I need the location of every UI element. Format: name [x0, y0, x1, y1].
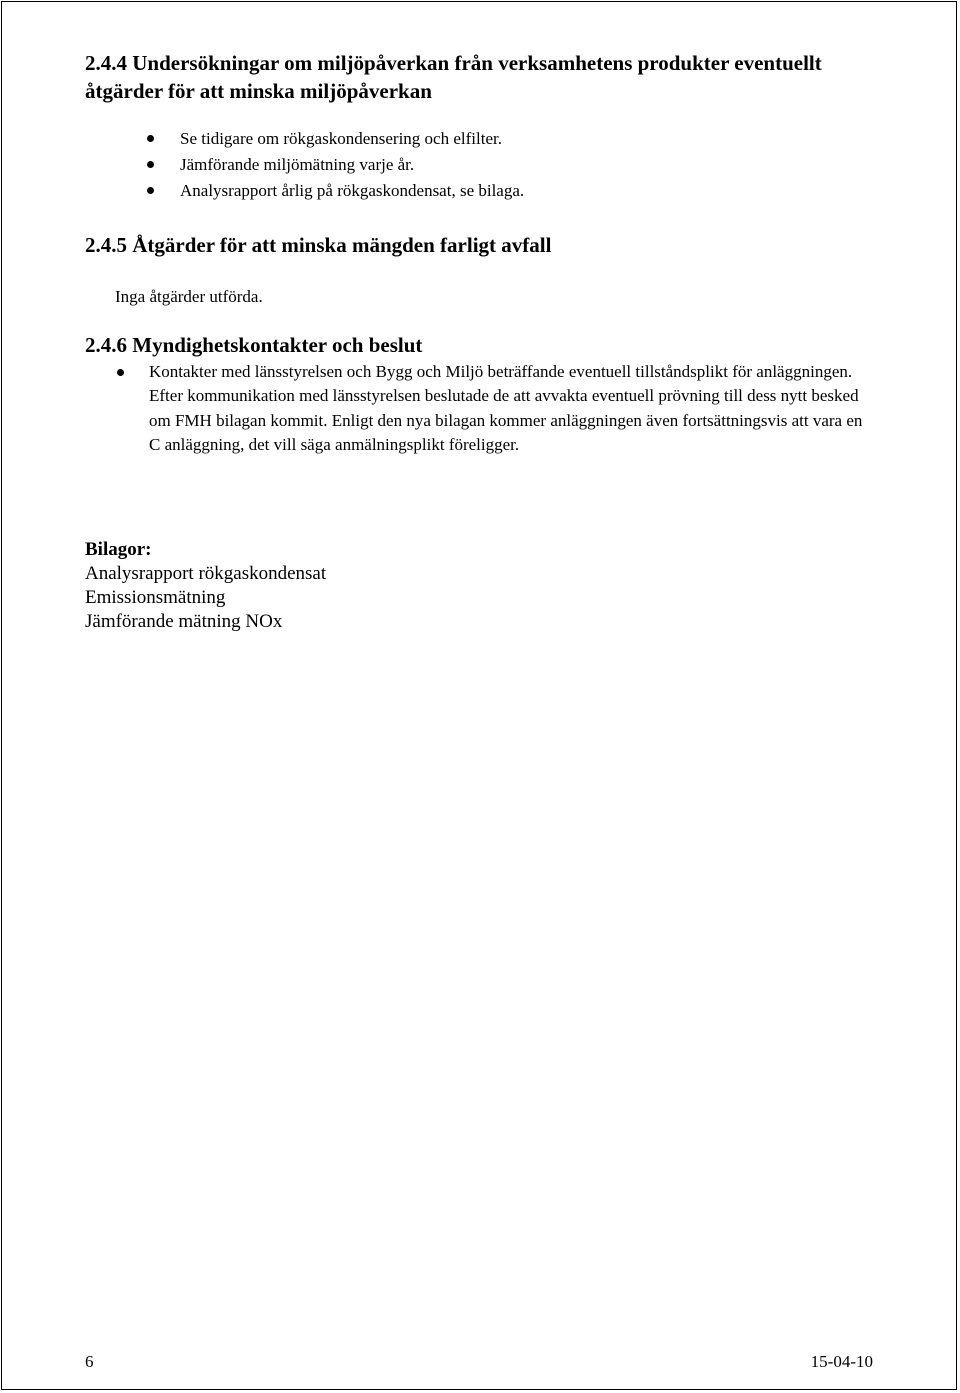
list-item-text: Jämförande miljömätning varje år.: [180, 155, 415, 174]
section-heading-2-4-5: 2.4.5 Åtgärder för att minska mängden farligt avfall: [85, 233, 552, 257]
document-page: [1, 1, 957, 1390]
attachments-title: Bilagor:: [85, 539, 152, 560]
bullet-icon: [147, 161, 154, 168]
bullet-icon: [147, 187, 154, 194]
section-2-4-5-text: Inga åtgärder utförda.: [115, 287, 263, 306]
page-number: 6: [85, 1352, 94, 1371]
list-item-text: Analysrapport årlig på rökgaskondensat, se bilaga.: [180, 181, 525, 200]
bullet-icon: [147, 135, 154, 142]
list-item: [142, 126, 524, 152]
section-heading-2-4-4: 2.4.4 Undersökningar om miljöpåverkan från verksamhetens produkter eventuellt åtgärder för att minska miljöpåverkan: [85, 51, 822, 103]
section-heading-2-4-6: 2.4.6 Myndighetskontakter och beslut: [85, 333, 423, 357]
bullet-list-2-4-4: [142, 126, 524, 204]
footer-date: 15-04-10: [810, 1352, 873, 1371]
attachment-item: Emissionsmätning: [85, 587, 226, 608]
bullet-icon: [117, 369, 124, 376]
list-item: [142, 178, 524, 204]
attachments-section: [85, 538, 326, 634]
list-item-text: Kontakter med länsstyrelsen och Bygg och Miljö beträffande eventuell tillståndsplikt för anläggningen. Efter kommunikation med länsstyrelsen beslutade de att avvakta eventuell prövning till dess nytt besked om FMH bilagan kommit. Enligt den nya bilagan kommer anläggningen även fortsättningsvis att vara en C anläggning, det vill säga anmälningsplikt föreligger.: [149, 362, 863, 454]
attachment-item: Analysrapport rökgaskondensat: [85, 563, 327, 584]
list-item-text: Se tidigare om rökgaskondensering och elfilter.: [180, 129, 502, 148]
bullet-list-2-4-6: [112, 360, 872, 457]
attachment-item: Jämförande mätning NOx: [85, 611, 283, 632]
list-item: [142, 152, 524, 178]
